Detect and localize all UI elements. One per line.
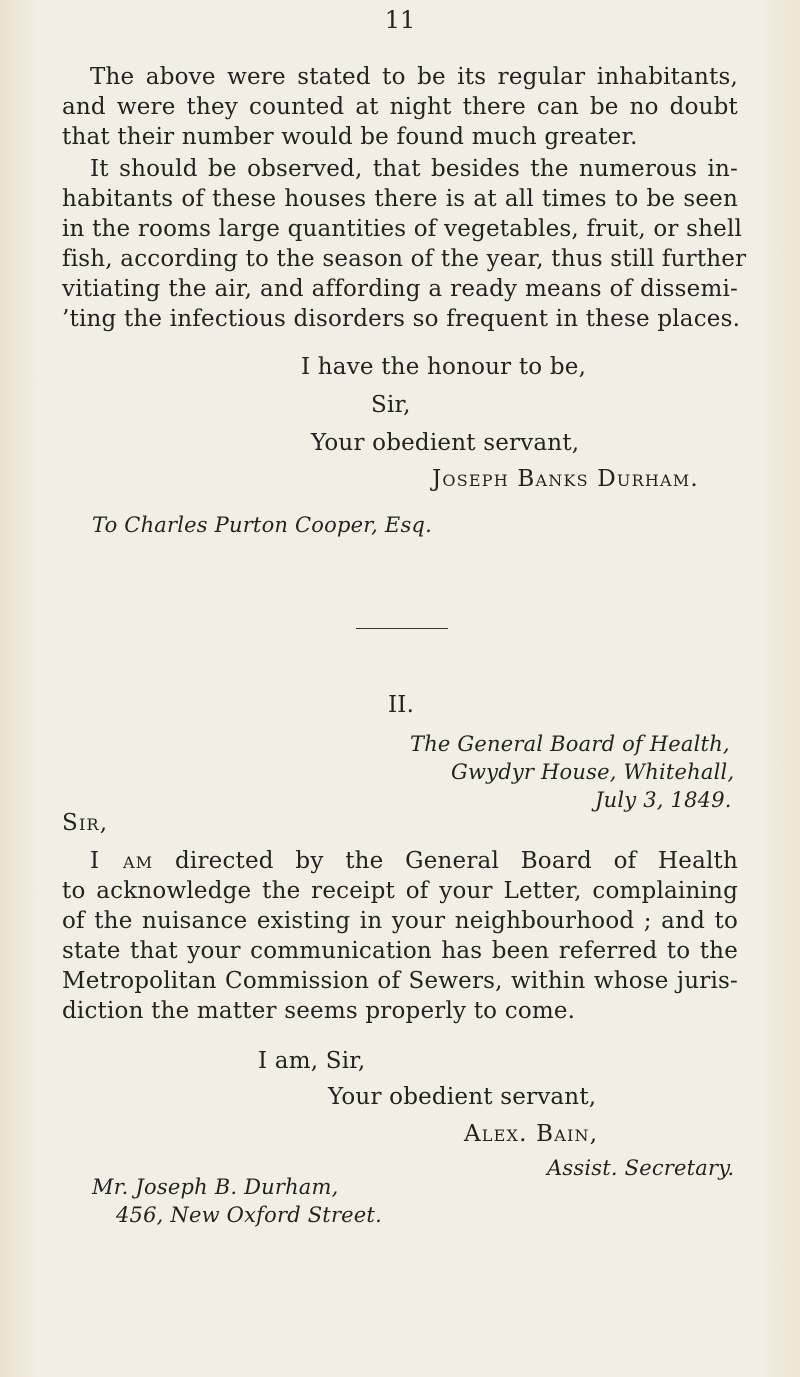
sender-line: The General Board of Health, <box>410 732 730 756</box>
text-line: habitants of these houses there is at all times to be seen <box>62 186 738 212</box>
text-fragment: directed by the General Board of Health <box>153 848 738 874</box>
text-line: ’ting the infectious disorders so frequent in these places. <box>62 306 741 332</box>
closing-line: Your obedient servant, <box>311 430 580 456</box>
letter-date: July 3, 1849. <box>595 788 732 812</box>
addressee: To Charles Purton Cooper, Esq. <box>92 513 432 537</box>
text-line: Metropolitan Commission of Sewers, within whose juris- <box>62 968 738 994</box>
text-line: fish, according to the season of the year, thus still further <box>62 246 747 272</box>
text-line: of the nuisance existing in your neighbourhood ; and to <box>62 908 738 934</box>
signature: Joseph Banks Durham. <box>432 466 699 492</box>
recipient-address: 456, New Oxford Street. <box>116 1203 382 1227</box>
text-line: that their number would be found much greater. <box>62 124 638 150</box>
text-line: It should be observed, that besides the numerous in- <box>90 156 738 182</box>
recipient-name: Mr. Joseph B. Durham, <box>92 1175 339 1199</box>
text-line: and were they counted at night there can be no doubt <box>62 94 738 120</box>
text-line: in the rooms large quantities of vegetables, fruit, or shell <box>62 216 743 242</box>
closing-line: Your obedient servant, <box>328 1084 597 1110</box>
opening-words: I am <box>90 848 154 874</box>
text-line: vitiating the air, and affording a ready means of dissemi- <box>62 276 738 302</box>
closing-line: I am, Sir, <box>258 1048 366 1074</box>
text-line <box>90 846 738 876</box>
text-line: state that your communication has been referred to the <box>62 938 738 964</box>
text-line: diction the matter seems properly to come. <box>62 998 576 1024</box>
signature: Alex. Bain, <box>464 1121 599 1147</box>
page-number: 11 <box>384 6 416 34</box>
closing-line: Sir, <box>371 392 411 418</box>
sender-address: Gwydyr House, Whitehall, <box>451 760 735 784</box>
section-numeral: II. <box>388 692 415 718</box>
text-line: The above were stated to be its regular inhabitants, <box>90 64 738 90</box>
salutation: Sir, <box>62 810 109 836</box>
signatory-title: Assist. Secretary. <box>547 1156 735 1180</box>
text-line: to acknowledge the receipt of your Letter, complaining <box>62 878 738 904</box>
section-divider <box>356 628 448 629</box>
closing-line: I have the honour to be, <box>301 354 587 380</box>
